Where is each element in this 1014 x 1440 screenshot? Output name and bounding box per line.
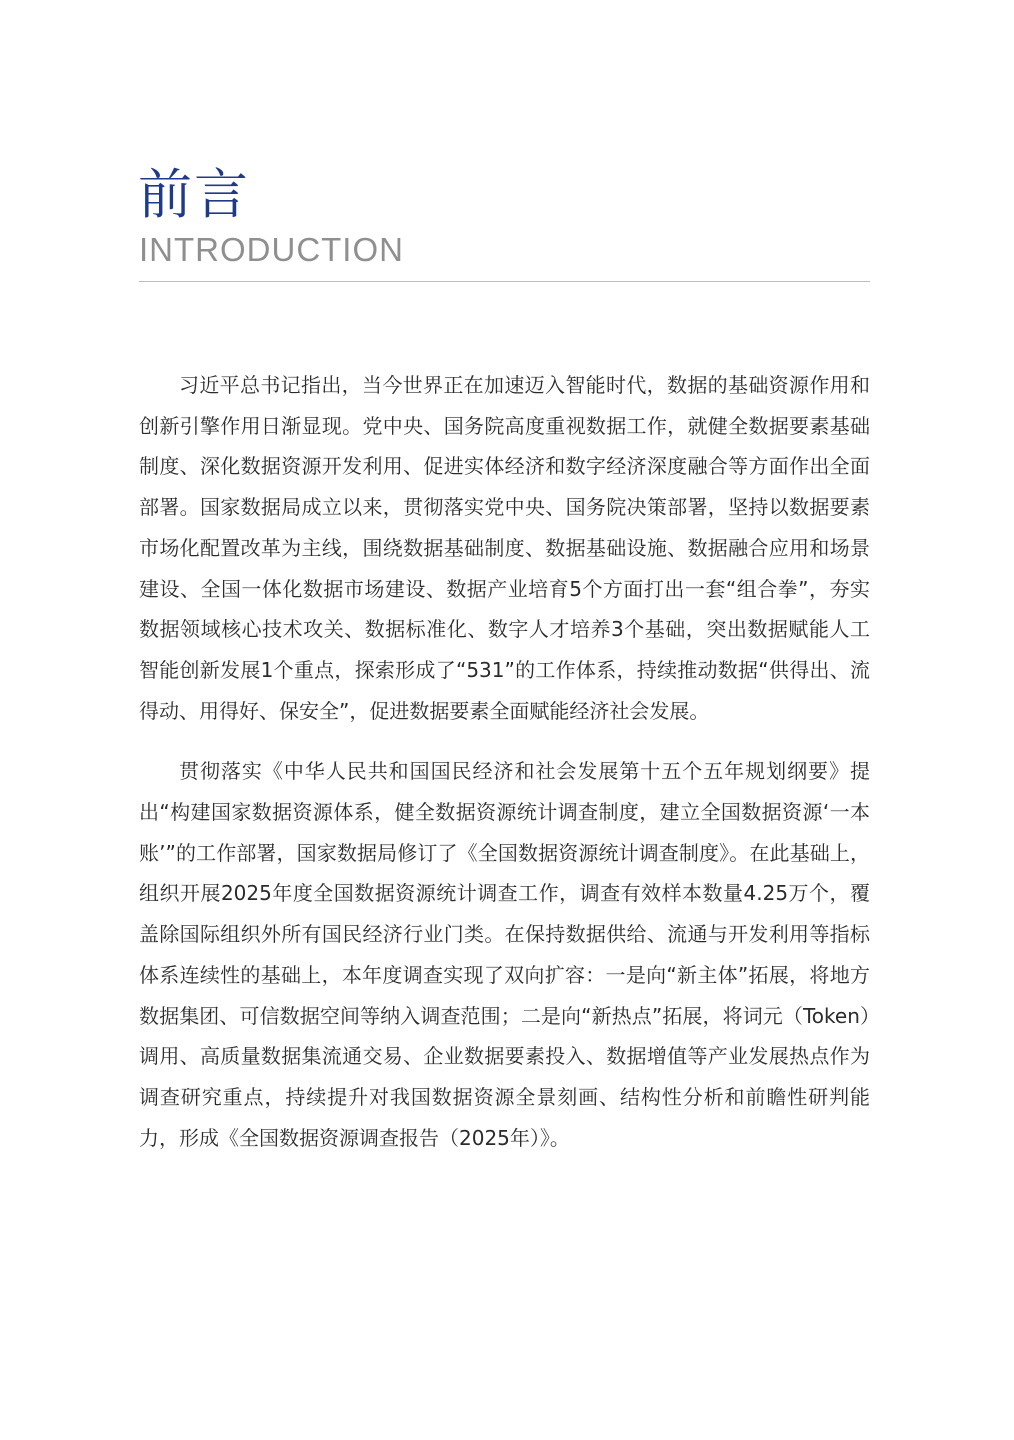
paragraph: 习近平总书记指出，当今世界正在加速迈入智能时代，数据的基础资源作用和创新引擎作用日渐显现。党中央、国务院高度重视数据工作，就健全数据要素基础制度、深化数据资源开发利用、促进实体经济和数字经济深度融合等方面作出全面部署。国家数据局成立以来，贯彻落实党中央、国务院决策部署，坚持以数据要素市场化配置改革为主线，围绕数据基础制度、数据基础设施、数据融合应用和场景建设、全国一体化数据市场建设、数据产业培育5个方面打出一套“组合拳”，夯实数据领域核心技术攻关、数据标准化、数字人才培养3个基础，突出数据赋能人工智能创新发展1个重点，探索形成了“531”的工作体系，持续推动数据“供得出、流得动、用得好、保安全”，促进数据要素全面赋能经济社会发展。: [139, 373, 870, 723]
body-text: [139, 365, 870, 1178]
title-divider: [139, 281, 870, 282]
paragraph: 贯彻落实《中华人民共和国国民经济和社会发展第十五个五年规划纲要》提出“构建国家数据资源体系，健全数据资源统计调查制度，建立全国数据资源‘一本账’”的工作部署，国家数据局修订了《全国数据资源统计调查制度》。在此基础上，组织开展2025年度全国数据资源统计调查工作，调查有效样本数量4.25万个，覆盖除国际组织外所有国民经济行业门类。在保持数据供给、流通与开发利用等指标体系连续性的基础上，本年度调查实现了双向扩容：一是向“新主体”拓展，将地方数据集团、可信数据空间等纳入调查范围；二是向“新热点”拓展，将词元（Token）调用、高质量数据集流通交易、企业数据要素投入、数据增值等产业发展热点作为调查研究重点，持续提升对我国数据资源全景刻画、结构性分析和前瞻性研判能力，形成《全国数据资源调查报告（2025年）》。: [139, 759, 870, 1150]
page-title: 前言: [138, 163, 250, 226]
page-subtitle-english: INTRODUCTION: [139, 231, 404, 268]
